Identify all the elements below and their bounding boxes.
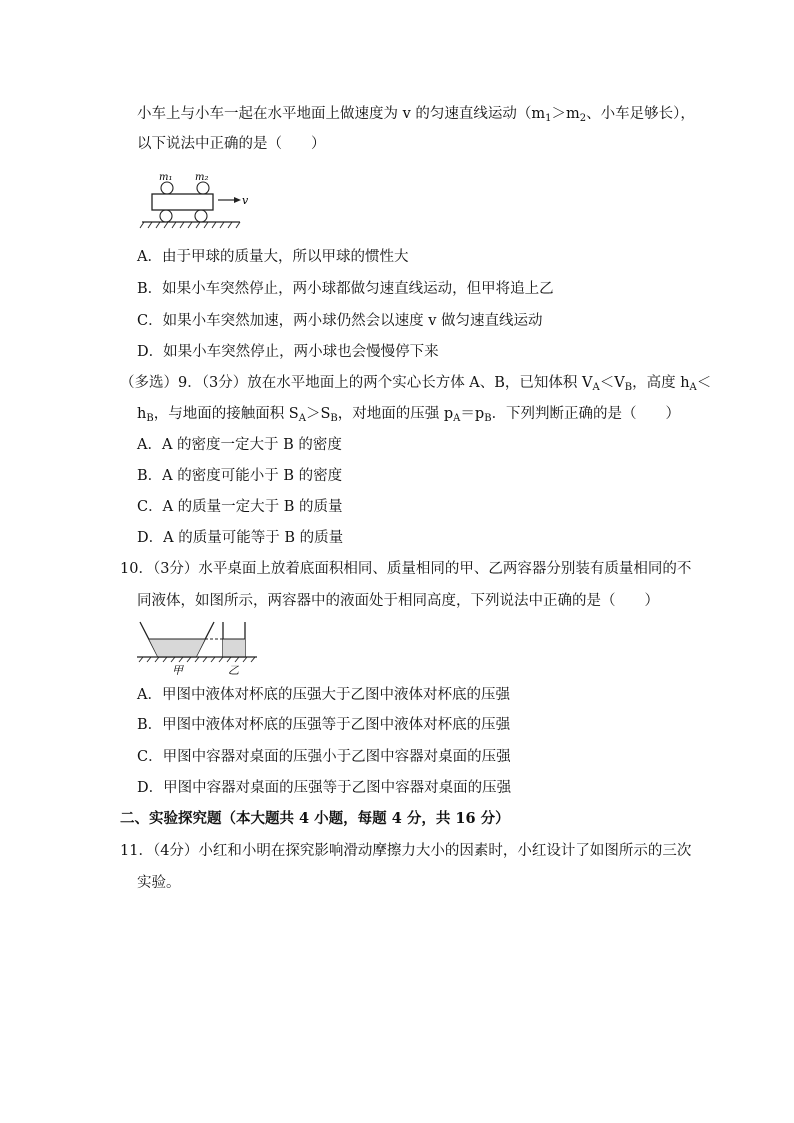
- cart-body: [152, 194, 213, 210]
- label-yi: 乙: [228, 664, 239, 677]
- ball-m2: [197, 182, 209, 194]
- cart-wheel-left: [160, 210, 172, 222]
- q8-option-b[interactable]: B．如果小车突然停止，两小球都做匀速直线运动，但甲将追上乙: [137, 281, 554, 297]
- q10-stem-line2: 同液体，如图所示，两容器中的液面处于相同高度，下列说法中正确的是（ ）: [137, 593, 659, 609]
- q9-option-a[interactable]: A．A 的密度一定大于 B 的密度: [137, 437, 342, 453]
- ball-m1: [161, 182, 173, 194]
- cart-wheel-right: [195, 210, 207, 222]
- q8-option-a[interactable]: A．由于甲球的质量大，所以甲球的惯性大: [137, 249, 409, 265]
- q11-stem-line2: 实验。: [137, 875, 181, 891]
- q9-option-b[interactable]: B．A 的密度可能小于 B 的密度: [137, 468, 343, 484]
- cart-figure: [140, 168, 260, 230]
- q10-stem-line1: 10．（3分）水平桌面上放着底面积相同、质量相同的甲、乙两容器分别装有质量相同的不: [120, 561, 692, 577]
- q8-stem-line1: 小车上与小车一起在水平地面上做速度为 v 的匀速直线运动（$m_1>m_2$、小车足够长），: [137, 106, 695, 124]
- ground-hatch: [140, 222, 240, 228]
- liquid-jia: [149, 639, 205, 657]
- q11-stem-line1: 11．（4分）小红和小明在探究影响滑动摩擦力大小的因素时，小红设计了如图所示的三次: [120, 843, 692, 859]
- v-label: v: [242, 194, 249, 207]
- q8-option-d[interactable]: D．如果小车突然停止，两小球也会慢慢停下来: [137, 344, 439, 360]
- label-jia: 甲: [172, 664, 183, 677]
- containers-figure: [137, 620, 262, 678]
- q8-option-c[interactable]: C．如果小车突然加速，两小球仍然会以速度 v 做匀速直线运动: [137, 313, 543, 329]
- section-2-title: 二、实验探究题（本大题共 4 小题，每题 4 分，共 16 分）: [120, 810, 510, 827]
- q9-stem-line1: （多选）9．（3分）放在水平地面上的两个实心长方体 A、B，已知体积 $V_A<V_B$，高度 $h_A<$: [120, 375, 712, 393]
- table-hatch: [139, 657, 255, 662]
- q10-option-c[interactable]: C．甲图中容器对桌面的压强小于乙图中容器对桌面的压强: [137, 749, 511, 765]
- liquid-yi: [223, 639, 245, 657]
- q10-option-b[interactable]: B．甲图中液体对杯底的压强等于乙图中液体对杯底的压强: [137, 717, 511, 733]
- m2-label: m₂: [195, 172, 209, 183]
- q10-option-d[interactable]: D．甲图中容器对桌面的压强等于乙图中容器对桌面的压强: [137, 780, 512, 796]
- q10-option-a[interactable]: A．甲图中液体对杯底的压强大于乙图中液体对杯底的压强: [137, 687, 510, 703]
- q8-stem-line2: 以下说法中正确的是（ ）: [137, 136, 326, 152]
- q9-option-c[interactable]: C．A 的质量一定大于 B 的质量: [137, 499, 343, 515]
- m1-label: m₁: [159, 172, 173, 183]
- q9-stem-line2: $h_B$，与地面的接触面积 $S_A>S_B$，对地面的压强 $p_A=p_B$．下列判断正确的是（ ）: [137, 406, 681, 424]
- q9-option-d[interactable]: D．A 的质量可能等于 B 的质量: [137, 530, 344, 546]
